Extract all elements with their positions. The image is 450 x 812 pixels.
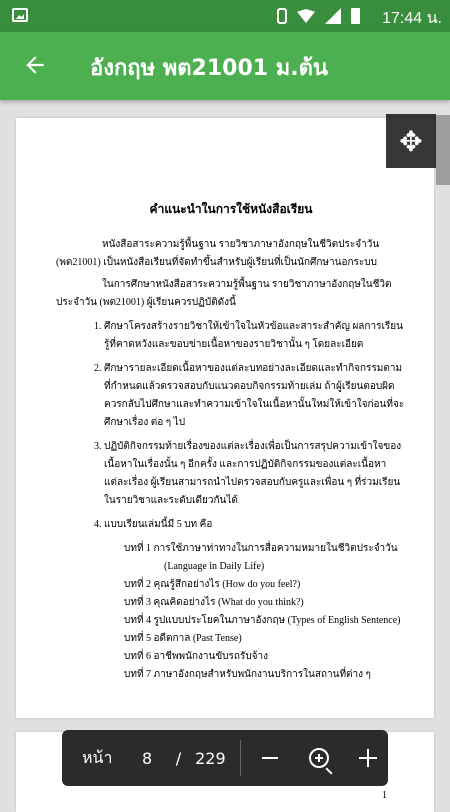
lesson-item: บทที่ 6 อาชีพพนักงานขับรถรับจ้าง bbox=[124, 651, 269, 662]
list-item: 2. ศึกษารายละเอียดเนื้อหาของแต่ละบทอย่างละเอียดและทำกิจกรรมตามที่กำหนดแล้วตรวจสอบกับแนวตอบกิจกรรมท้ายเล่ม ถ้าผู้เรียนตอบผิดควรกลับไปศึกษาและทำความเข้าใจในเนื้อหานั้นใหม่ให้เข้าใจก่อนที่จะศึกษาเรื่อง ต่อ ๆ ไป bbox=[104, 360, 406, 432]
intro-paragraph-2: ในการศึกษาหนังสือสาระความรู้พื้นฐาน รายวิชาภาษาอังกฤษในชีวิตประจำวัน (พต21001) ผู้เรียนควรปฏิบัติดังนี้ bbox=[56, 279, 392, 308]
page-number: 1 bbox=[382, 790, 387, 801]
list-item: 1. ศึกษาโครงสร้างรายวิชาให้เข้าใจในหัวข้อและสาระสำคัญ ผลการเรียนรู้ที่คาดหวังและขอบข่ายเนื้อหาของรายวิชานั้น ๆ โดยละเอียด bbox=[104, 318, 406, 354]
scrollbar-thumb[interactable] bbox=[436, 115, 450, 185]
zoom-in-magnifier-icon bbox=[309, 748, 329, 768]
lesson-item: บทที่ 3 คุณคิดอย่างไร (What do you think?) bbox=[124, 597, 304, 608]
current-page-field[interactable]: 8 bbox=[142, 748, 153, 768]
lesson-item: บทที่ 4 รูปแบบประโยคในภาษาอังกฤษ (Types of English Sentence) bbox=[124, 615, 401, 626]
lesson-item: บทที่ 1 การใช้ภาษาท่าทางในการสื่อความหมายในชีวิตประจำวัน bbox=[124, 543, 398, 554]
page-separator: / bbox=[175, 748, 182, 768]
back-button[interactable] bbox=[22, 52, 48, 78]
lesson-item: บทที่ 2 คุณรู้สึกอย่างไร (How do you feel?) bbox=[124, 579, 301, 590]
wifi-icon bbox=[297, 9, 315, 23]
total-pages: 229 bbox=[195, 748, 226, 768]
minus-icon bbox=[262, 757, 278, 759]
instruction-list bbox=[56, 318, 406, 534]
move-arrows-icon: ✥ bbox=[399, 124, 423, 158]
pan-button[interactable] bbox=[386, 114, 436, 168]
lesson-list bbox=[124, 540, 406, 684]
zoom-out-button[interactable] bbox=[251, 737, 290, 779]
status-icons bbox=[277, 6, 360, 26]
page-content bbox=[56, 200, 406, 684]
lesson-item: บทที่ 7 ภาษาอังกฤษสำหรับพนักงานบริการในสถานที่ต่าง ๆ bbox=[124, 669, 371, 680]
vibrate-icon bbox=[277, 8, 287, 24]
status-bar bbox=[0, 0, 450, 32]
list-item: 4. แบบเรียนเล่มนี้มี 5 บท คือ bbox=[104, 516, 406, 534]
intro-paragraph-1: หนังสือสาระความรู้พื้นฐาน รายวิชาภาษาอังกฤษในชีวิตประจำวัน (พต21001) เป็นหนังสือเรียนที่จัดทำขึ้นสำหรับผู้เรียนที่เป็นนักศึกษานอกระบบ bbox=[56, 239, 380, 268]
app-bar bbox=[0, 32, 450, 100]
page-toolbar bbox=[62, 730, 388, 786]
pdf-page bbox=[16, 118, 434, 718]
zoom-reset-button[interactable] bbox=[300, 737, 339, 779]
lesson-item: (Language in Daily Life) bbox=[164, 561, 265, 572]
battery-icon bbox=[351, 8, 360, 24]
zoom-in-button[interactable] bbox=[349, 737, 388, 779]
image-notification-icon bbox=[12, 8, 28, 22]
page-heading: คำแนะนำในการใช้หนังสือเรียน bbox=[149, 202, 313, 216]
arrow-left-icon bbox=[22, 52, 48, 78]
plus-icon bbox=[359, 749, 377, 767]
list-item: 3. ปฏิบัติกิจกรรมท้ายเรื่องของแต่ละเรื่องเพื่อเป็นการสรุปความเข้าใจของเนื้อหาในเรื่องนั้น ๆ อีกครั้ง และการปฏิบัติกิจกรรมของแต่ละเนื้อหา แต่ละเรื่อง ผู้เรียนสามารถนำไปตรวจสอบกับครูและเพื่อน ๆ ที่ร่วมเรียนในรายวิชาและระดับเดียวกันได้ bbox=[104, 438, 406, 510]
document-title: อังกฤษ พต21001 ม.ต้น bbox=[90, 56, 328, 81]
lesson-item: บทที่ 5 อดีตกาล (Past Tense) bbox=[124, 633, 242, 644]
status-time: 17:44 น. bbox=[382, 10, 442, 27]
signal-icon bbox=[325, 8, 341, 24]
page-label: หน้า bbox=[82, 747, 113, 767]
toolbar-divider bbox=[240, 740, 241, 776]
